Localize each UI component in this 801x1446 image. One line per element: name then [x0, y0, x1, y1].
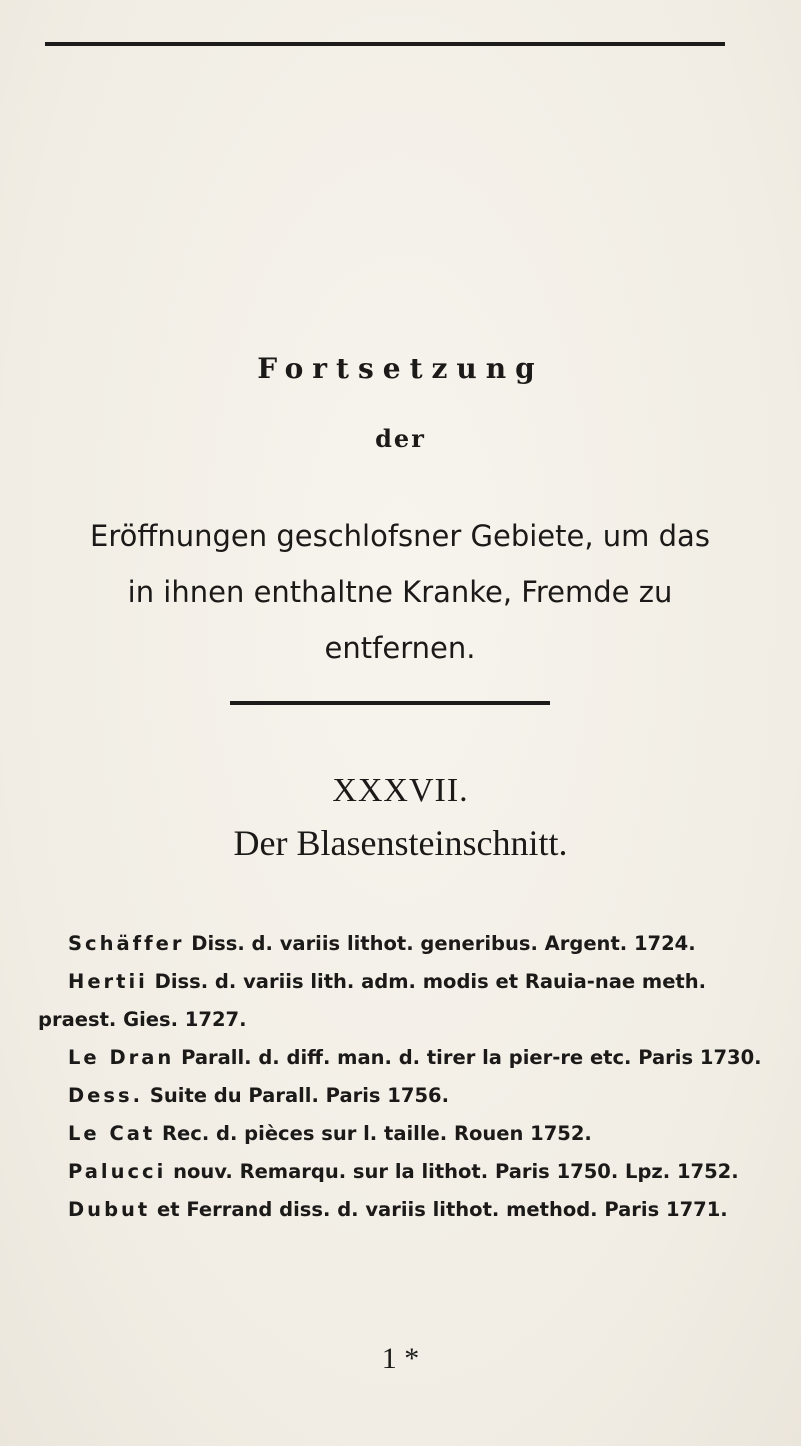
entry-text: et Ferrand diss. d. variis lithot. method. Paris 1771.	[150, 1198, 728, 1221]
bibliography-entry	[38, 1039, 783, 1077]
subtitle-line-1: Eröffnungen geschlofsner Gebiete, um das	[90, 519, 710, 553]
title-connector: der	[375, 424, 426, 453]
page-title: Fortsetzung	[257, 352, 544, 385]
entry-text: Parall. d. diff. man. d. tirer la pier-re etc. Paris 1730.	[174, 1046, 762, 1069]
entry-text: Suite du Parall. Paris 1756.	[143, 1084, 449, 1107]
entry-text: Diss. d. variis lith. adm. modis et Rauia-nae meth. praest. Gies. 1727.	[38, 970, 707, 1031]
bibliography-list	[38, 925, 783, 1229]
subtitle-line-2: in ihnen enthaltne Kranke, Fremde zu	[127, 575, 673, 609]
printer-signature: 1 *	[381, 1342, 420, 1375]
entry-author: Le Cat	[68, 1122, 156, 1145]
subtitle-line-3: entfernen.	[324, 631, 476, 665]
bibliography-entry	[38, 1077, 783, 1115]
bibliography-entry	[38, 925, 783, 963]
entry-author: Dubut	[68, 1198, 151, 1221]
entry-author: Schäffer	[68, 932, 185, 955]
top-rule	[45, 42, 725, 46]
subtitle-block	[20, 508, 780, 676]
entry-text: Diss. d. variis lithot. generibus. Argent. 1724.	[184, 932, 696, 955]
entry-text: Rec. d. pièces sur l. taille. Rouen 1752.	[155, 1122, 592, 1145]
section-numeral: XXXVII.	[332, 772, 469, 809]
entry-author: Dess.	[68, 1084, 144, 1107]
entry-author: Palucci	[68, 1160, 167, 1183]
bibliography-entry	[38, 1153, 783, 1191]
entry-text: nouv. Remarqu. sur la lithot. Paris 1750. Lpz. 1752.	[166, 1160, 739, 1183]
bibliography-entry	[38, 963, 783, 1039]
entry-author: Le Dran	[68, 1046, 175, 1069]
entry-author: Hertii	[68, 970, 148, 993]
bibliography-entry	[38, 1115, 783, 1153]
section-divider	[230, 701, 550, 705]
bibliography-entry	[38, 1191, 783, 1229]
section-title: Der Blasensteinschnitt.	[233, 823, 568, 863]
